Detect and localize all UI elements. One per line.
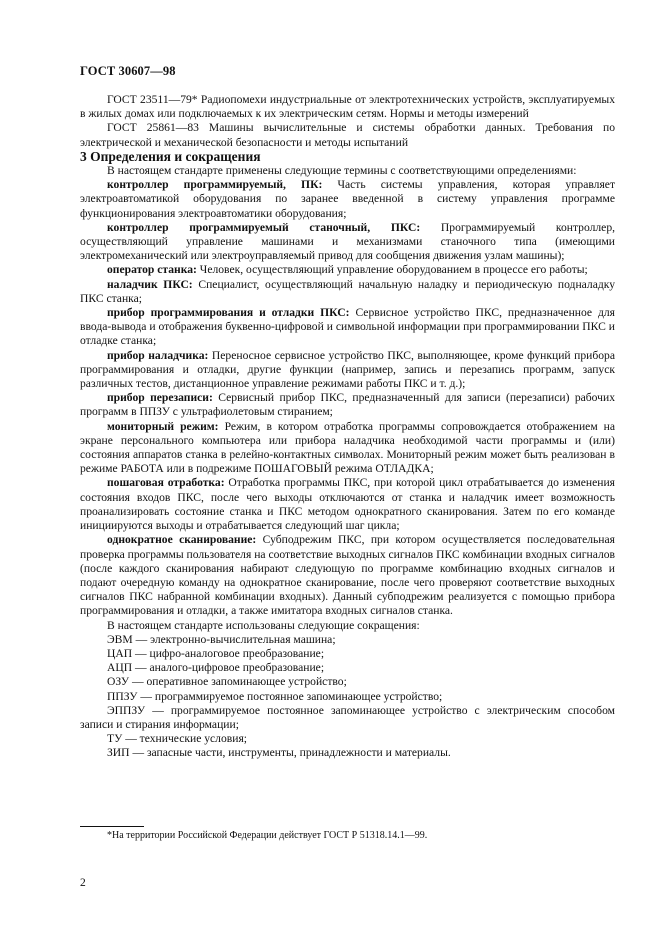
abbreviation-item: ОЗУ — оперативное запоминающее устройство; <box>107 675 347 689</box>
definition-item <box>80 278 615 306</box>
definition-text: Сервисный прибор ПКС, предназначенный для записи (перезаписи) рабочих программ в ППЗУ с ультрафиолетовым стиранием; <box>80 391 616 419</box>
definition-text: Часть системы управления, которая управляет электроавтоматикой оборудования по заранее введенной в систему управления программе функционирования электроавтоматики оборудования; <box>80 178 616 220</box>
section-number: 3 <box>80 148 87 164</box>
page-number: 2 <box>80 877 86 889</box>
reference-entry: ГОСТ 25861—83 Машины вычислительные и системы обработки данных. Требования по электрической и механической безопасности и методы испытаний <box>80 121 615 149</box>
definition-term: контроллер программируемый станочный, ПКС: <box>107 220 421 234</box>
definition-text: Специалист, осуществляющий начальную наладку и периодическую подналадку ПКС станка; <box>80 277 615 305</box>
reference-entry: ГОСТ 23511—79* Радиопомехи индустриальные от электротехнических устройств, эксплуатируемых в жилых домах или подключаемых к их электрическим сетям. Нормы и методы измерений <box>80 93 615 121</box>
definition-item <box>80 306 615 349</box>
footnote: *На территории Российской Федерации действует ГОСТ Р 51318.14.1—99. <box>107 830 428 841</box>
definition-term: контроллер программируемый, ПК: <box>107 178 323 192</box>
definition-item <box>80 178 615 221</box>
definition-item <box>80 263 615 277</box>
definition-term: пошаговая отработка: <box>107 476 225 490</box>
definition-item <box>80 533 615 618</box>
definition-text: Субподрежим ПКС, при котором осуществляется последовательная проверка программы пользователя на соответствие выходных сигналов ПКС комбинации входных сигналов (после каждого сканирования набирают следующую по программе комбинацию входных сигналов и подают очередную команду на однократное сканирование, после чего проверяют соответствие выходных сигналов ПКС набранной комбинации входных). Данный субподрежим реализуется с помощью прибора программирования и отладки, а также имитатора входных сигналов станка. <box>80 533 615 618</box>
definition-item <box>80 420 615 477</box>
definition-term: прибор перезаписи: <box>107 391 213 405</box>
definition-term: прибор наладчика: <box>107 348 209 362</box>
definition-text: Переносное сервисное устройство ПКС, выполняющее, кроме функций прибора программирования и отладки, другие функции (например, запись и перезапись программ, запуск различных тестов, дистанционное управление режимами работы ПКС и т. д.); <box>80 348 615 391</box>
footnote-divider <box>80 826 144 827</box>
document-header: ГОСТ 30607—98 <box>80 64 176 78</box>
definition-term: мониторный режим: <box>107 419 219 433</box>
section-title: Определения и сокращения <box>90 148 261 164</box>
document-body <box>80 93 615 761</box>
abbreviation-item: ТУ — технические условия; <box>107 732 247 746</box>
definition-item <box>80 476 615 533</box>
abbreviations-list <box>80 633 615 761</box>
definition-text: Отработка программы ПКС, при которой цикл отрабатывается до изменения состояния входов ПКС, после чего выходы отключаются от станка и наладчик имеет возможность проанализировать состояние станка и ПКС методом однократного сканирования. Затем по его команде инициируются выходы и отрабатывается следующий шаг цикла; <box>80 476 615 533</box>
definition-item <box>80 349 615 392</box>
definition-text: Человек, осуществляющий управление оборудованием в процессе его работы; <box>199 263 588 277</box>
abbreviation-item: АЦП — аналого-цифровое преобразование; <box>107 661 325 675</box>
abbreviations-intro: В настоящем стандарте использованы следующие сокращения: <box>107 618 420 632</box>
section-heading <box>80 150 615 164</box>
definition-term: наладчик ПКС: <box>107 277 193 291</box>
abbreviation-item: ЭППЗУ — программируемое постоянное запоминающее устройство с электрическим способом записи и стирания информации; <box>80 703 615 731</box>
definition-item <box>80 221 615 264</box>
abbreviation-item: ЭВМ — электронно-вычислительная машина; <box>107 632 336 646</box>
definition-text: Программируемый контроллер, осуществляющий управление машинами и механизмами станочного типа (имеющими электромеханический или электроуправляемый привод для сообщения движения узлам машины); <box>80 220 616 263</box>
definition-term: оператор станка: <box>107 263 197 277</box>
definition-term: прибор программирования и отладки ПКС: <box>107 306 350 320</box>
abbreviation-item: ЗИП — запасные части, инструменты, принадлежности и материалы. <box>107 746 451 760</box>
definition-term: однократное сканирование: <box>107 533 257 547</box>
definition-text: Сервисное устройство ПКС, предназначенное для ввода-вывода и отображения буквенно-цифровой и символьной информации при программировании ПКС и отладке станка; <box>80 306 615 348</box>
abbreviation-item: ППЗУ — программируемое постоянное запоминающее устройство; <box>107 689 443 703</box>
definitions-intro: В настоящем стандарте применены следующие термины с соответствующими определениями: <box>107 164 577 178</box>
definition-text: Режим, в котором отработка программы сопровождается отображением на экране персонального компьютера или прибора наладчика необходимой части программы и (или) состояния аппаратов станка в релейно-контактных символах. Мониторный режим может быть реализован в режиме РАБОТА или в подрежиме ПОШАГОВЫЙ режима ОТЛАДКА; <box>80 419 616 476</box>
definition-item <box>80 391 615 419</box>
abbreviation-item: ЦАП — цифро-аналоговое преобразование; <box>107 646 325 660</box>
